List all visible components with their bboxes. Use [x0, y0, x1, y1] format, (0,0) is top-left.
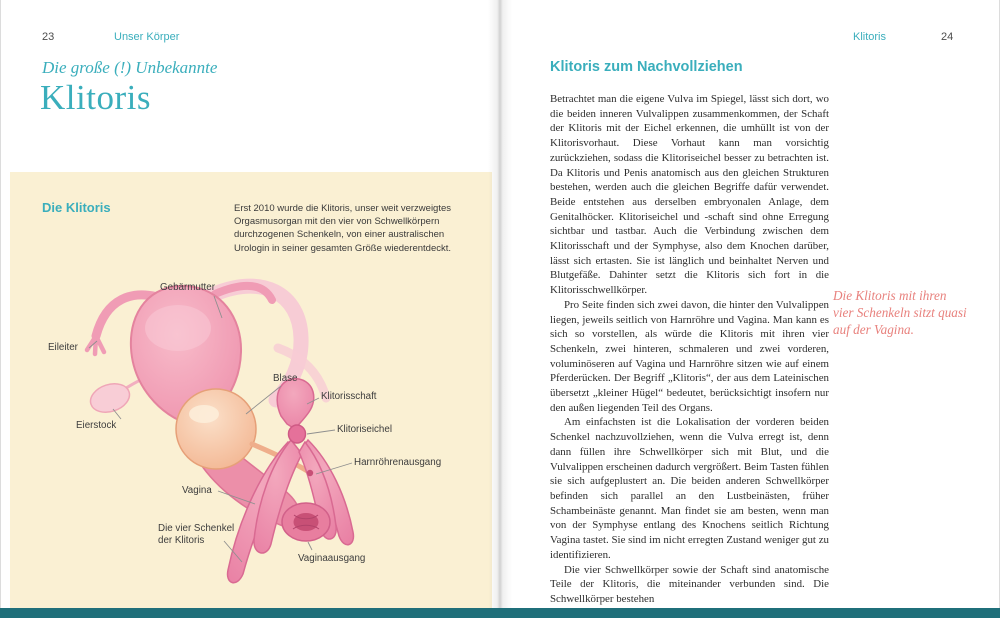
label-eileiter: Eileiter [48, 342, 78, 353]
body-paragraph: Betrachtet man die eigene Vulva im Spiegel, lässt sich dort, wo die beiden inneren Vulvalippen zusammenkommen, der Schaft der Klitoris mit der Eichel erkennen, die umhüllt ist von der Klitorisvorhaut. Diese Vorhaut kann man vorsichtig zurückziehen, sodass die Klitoriseichel besser zu betrachten ist. Da Klitoris und Penis anatomisch aus den gleichen Strukturen bestehen, werden auch die gleichen Begriffe dafür verwendet. Beide entstehen aus derselben embryonalen Anlage, dem Genitalhöcker. Klitoriseichel und -schaft sind ohne Erregung sichtbar und tastbar. Auch die Verbindung zwischen dem Klitorisschaft und der Symphyse, also dem Knochen darüber, lässt sich ertasten. Sie ist länglich und beinhaltet Nerven und Blutgefäße. Dahinter setzt die Klitoris sich fort in die Klitorisschwellkörper. [550, 93, 829, 297]
page-right [500, 0, 1000, 608]
page-left [0, 0, 500, 608]
footer-accent-bar [0, 608, 1000, 618]
info-box-heading: Die Klitoris [42, 200, 111, 215]
ovary-shape [87, 379, 133, 417]
label-klitorisschaft: Klitorisschaft [321, 391, 377, 402]
urethral-opening-shape [307, 470, 313, 476]
body-text [550, 92, 829, 607]
margin-note: Die Klitoris mit ihren vier Schenkeln sitzt quasi auf der Vagina. [833, 288, 967, 337]
label-blase: Blase [273, 373, 298, 384]
bladder-shape [176, 389, 256, 469]
page-edge-left [0, 0, 1, 608]
anatomy-svg [10, 172, 492, 608]
body-paragraph: Pro Seite finden sich zwei davon, die hinter den Vulvalippen liegen, jeweils seitlich von Harnröhre und Vagina. Man kann es sich so vorstellen, als würde die Klitoris mit ihren vier Schenkeln, zwei hinteren, schmaleren und zwei vorderen, voluminöseren auf Vagina und Harnröhre sitzen wie auf einem Pferderücken. Der Begriff „Klitoris“, der aus dem Lateinischen übersetzt „kleiner Hügel“ bedeutet, berücksichtigt insofern nur den außen liegenden Teil des Organs. [550, 298, 829, 414]
chapter-title: Klitoris [40, 78, 151, 117]
label-harnroehrenausgang: Harnröhrenausgang [354, 457, 442, 468]
running-head-left: Unser Körper [114, 31, 180, 43]
bladder-highlight [189, 405, 219, 423]
body-paragraph: Am einfachsten ist die Lokalisation der vorderen beiden Schenkel nachzuvollziehen, wenn die Vulva erregt ist, denn dann füllen ihre Schwellkörper sich mit Blut, und die Vulvalippen erscheinen dadurch vergrößert. Beim Tasten fühlen sie sich aufgeplustert an. Die beiden anderen Schwellkörper befinden sich parallel an den Lustbeinästen, früher Schambeinäste genannt. Man findet sie am besten, wenn man von der Symphyse entlang des Knochens seitlich Richtung Vagina tastet. Sie sind im nicht erregten Zustand weniger gut zu identifizieren. [550, 416, 829, 561]
page-number-right: 24 [941, 31, 954, 43]
uterus-highlight [145, 305, 211, 351]
section-heading: Klitoris zum Nachvollziehen [550, 59, 743, 75]
label-eierstock: Eierstock [76, 420, 117, 431]
fimbriae-shape [87, 336, 104, 354]
body-paragraph: Die vier Schwellkörper sowie der Schaft sind anatomische Teile der Klitoris, die miteinander verbunden sind. Die Schwellkörper bestehen [550, 563, 829, 605]
anatomy-illustration [10, 172, 492, 608]
chapter-kicker: Die große (!) Unbekannte [42, 58, 218, 77]
label-vier-schenkel: Die vier Schenkel der Klitoris [158, 523, 235, 546]
vaginal-opening-inner [294, 513, 319, 531]
page-number-left: 23 [42, 31, 55, 43]
label-vagina: Vagina [182, 485, 212, 496]
book-gutter [488, 0, 512, 608]
info-box [10, 172, 492, 608]
label-klitoriseichel: Klitoriseichel [337, 424, 392, 435]
label-vaginaausgang: Vaginaausgang [298, 553, 366, 564]
clitoris-glans-shape [289, 425, 306, 443]
info-box-intro: Erst 2010 wurde die Klitoris, unser weit verzweigtes Orgasmusorgan mit den vier von Schwellkörpern durchzogenen Schenkeln, von einer australischen Urologin in seiner gesamten Größe wiederentdeckt. [234, 203, 452, 254]
running-head-right: Klitoris [853, 31, 887, 43]
label-gebaermutter: Gebärmutter [160, 282, 215, 293]
